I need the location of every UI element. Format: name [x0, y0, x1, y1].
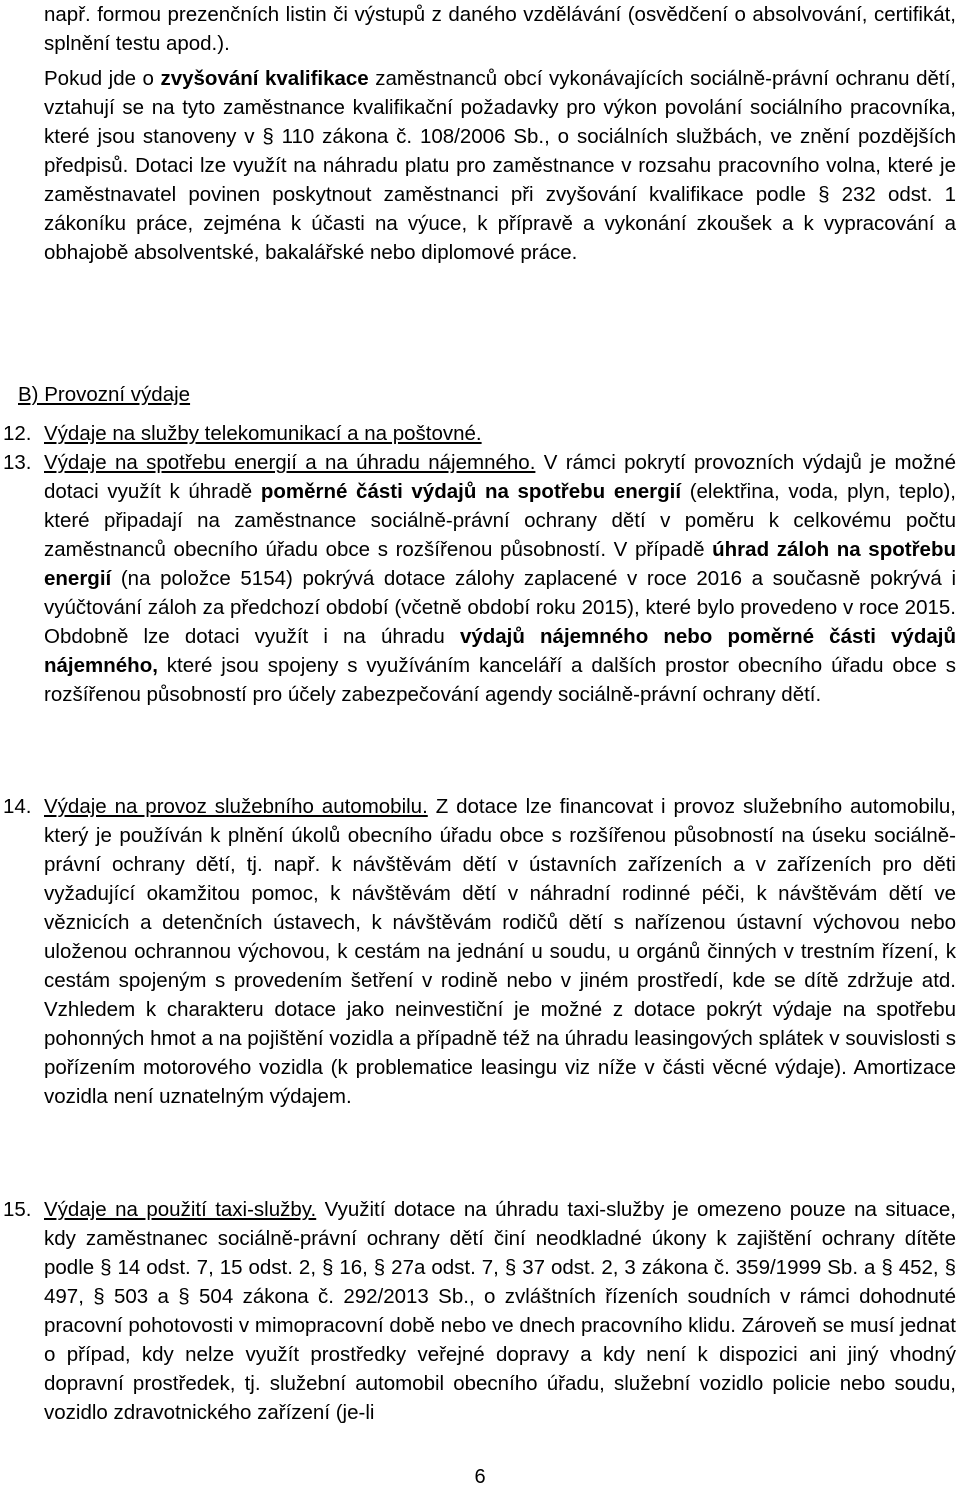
item-13-number: 13.	[3, 451, 32, 474]
item-14-number: 14.	[3, 795, 32, 818]
item-15-title: Výdaje na použití taxi-služby.	[44, 1198, 317, 1221]
item-15-body	[44, 1195, 956, 1427]
item-15-number: 15.	[3, 1198, 32, 1221]
item-13-text-2: (elektřina, voda, plyn, teplo), které připadají na zaměstnance sociálně-právní ochrany dětí v poměru k celkovému počtu zaměstnanců obecního úřadu obce s rozšířenou působností. V případě	[44, 480, 957, 561]
item-15-text-1: Využití dotace na úhradu taxi-služby je omezeno pouze na situace, kdy zaměstnanec sociálně-právní ochrany dětí činí neodkladné úkony k zajištění ochrany dítěte podle § 14 odst. 7, 15 odst. 2, § 16, § 27a odst. 7, § 37 odst. 2, 3 zákona č. 359/1999 Sb. a § 452, § 497, § 503 a § 504 zákona č. 292/2013 Sb., o zvláštních řízeních soudních v rámci dohodnuté pracovní pohotovosti v mimopracovní době nebo ve dnech pracovního klidu. Zároveň se musí jednat o případ, kdy nelze využít prostředky veřejné dopravy a kdy není k dispozici ani jiný vhodný dopravní prostředek, tj. služební automobil obecního úřadu, služební vozidlo policie nebo soudu, vozidlo zdravotnického zařízení (je-li	[44, 1198, 956, 1424]
item-12-title: Výdaje na služby telekomunikací a na poštovné.	[44, 422, 482, 445]
paragraph-qualification	[44, 64, 956, 267]
item-13-bold-2: úhrad záloh na spotřebu energií	[44, 538, 956, 590]
item-13-bold-3: výdajů nájemného nebo poměrné části výdajů nájemného,	[44, 625, 956, 677]
qual-text-2: zaměstnanců obcí vykonávajících sociálně-právní ochranu dětí, vztahují se na tyto zaměstnance kvalifikační požadavky pro výkon povolání sociálního pracovníka, které jsou stanoveny v § 110 zákona č. 108/2006 Sb., o sociálních službách, ve znění pozdějších předpisů. Dotaci lze využít na náhradu platu pro zaměstnance v rozsahu pracovního volna, které je zaměstnavatel povinen poskytnout zaměstnanci při zvyšování kvalifikace podle § 232 odst. 1 zákoníku práce, zejména k účasti na výuce, k přípravě a vykonání zkoušek a k vypracování a obhajobě absolventské, bakalářské nebo diplomové práce.	[44, 67, 956, 264]
item-13-body	[44, 448, 956, 709]
item-14-body	[44, 792, 956, 1111]
item-14	[0, 792, 956, 1111]
item-15	[0, 1195, 956, 1427]
item-13-text-3: (na položce 5154) pokrývá dotace zálohy zaplacené v roce 2016 a současně pokrývá i vyúčtování záloh za předchozí období (včetně období roku 2015), které bylo provedeno v roce 2015. Obdobně lze dotaci využít i na úhradu	[44, 567, 956, 648]
qual-bold-1: zvyšování kvalifikace	[160, 67, 369, 90]
item-12-number: 12.	[3, 422, 32, 445]
item-12	[0, 419, 956, 448]
qual-text-1: Pokud jde o	[44, 67, 161, 90]
page-number: 6	[474, 1466, 486, 1488]
item-13-text-4: které jsou spojeny s využíváním kanceláří a dalších prostor obecního úřadu obce s rozšířenou působností pro účely zabezpečování agendy sociálně-právní ochrany dětí.	[44, 654, 956, 706]
paragraph-intro-end	[44, 0, 956, 58]
item-13-text-1: V rámci pokrytí provozních výdajů je možné dotaci využít k úhradě	[44, 451, 956, 503]
item-13-bold-1: poměrné části výdajů na spotřebu energií	[260, 480, 682, 503]
section-heading-b: B) Provozní výdaje	[18, 383, 191, 406]
item-13	[0, 448, 956, 709]
paragraph-intro-end-text: např. formou prezenčních listin či výstupů z daného vzdělávání (osvědčení o absolvování, certifikát, splnění testu apod.).	[44, 3, 956, 55]
item-14-title: Výdaje na provoz služebního automobilu.	[44, 795, 428, 818]
item-13-title: Výdaje na spotřebu energií a na úhradu nájemného.	[44, 451, 536, 474]
item-12-body	[44, 419, 956, 448]
item-14-text-1: Z dotace lze financovat i provoz služebního automobilu, který je používán k plnění úkolů obecního úřadu obce s rozšířenou působností na úseku sociálně-právní ochrany dětí, tj. např. k návštěvám dětí v ústavních zařízeních a v zařízeních pro děti vyžadující okamžitou pomoc, k návštěvám dětí v náhradní rodinné péči, k návštěvám dětí ve věznicích a detenčních ústavech, k návštěvám rodičů dětí s nařízenou ústavní výchovou nebo uloženou ochrannou výchovou, k cestám na jednání u soudu, u orgánů činných v trestním řízení, k cestám spojeným s provedením šetření v rodině nebo v jiném prostředí, kde se dítě zdržuje atd. Vzhledem k charakteru dotace jako neinvestiční je možné z dotace pokrýt výdaje na spotřebu pohonných hmot a na pojištění vozidla a případně též na úhradu leasingových splátek v souvislosti s pořízením motorového vozidla (k problematice leasingu viz níže v části věcné výdaje). Amortizace vozidla není uznatelným výdajem.	[44, 795, 956, 1108]
